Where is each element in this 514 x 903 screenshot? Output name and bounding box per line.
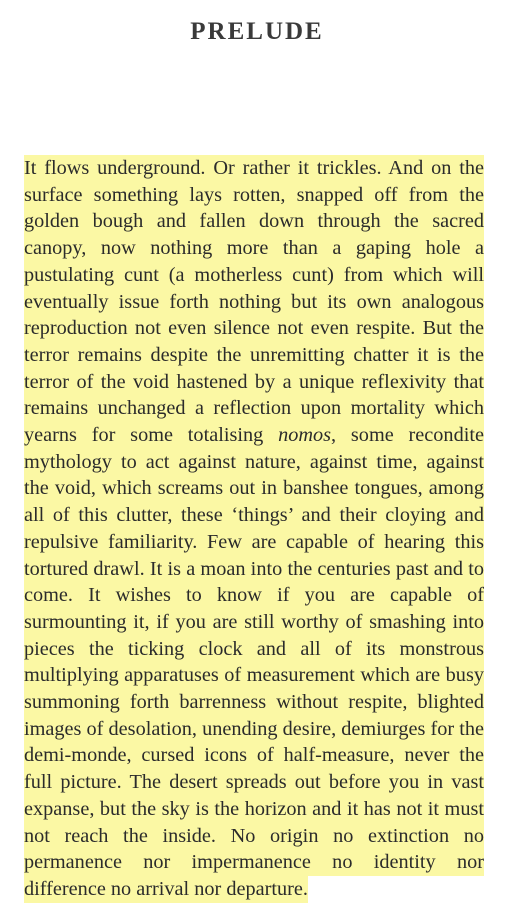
highlight-before: It flows underground. Or rather it trickles. And on the surface something lays rotten, snapped off from the golden bough and fallen down through the sacred canopy, now nothing more than a gaping hole a pustulating cunt (a motherless cunt) from which will eventually issue forth nothing but its own analogous reproduction not even silence not even respite. But the terror remains despite the unremitting chatter it is the terror of the void hastened by a unique reflexivity that remains unchanged a reflection upon mortality which yearns for some totalising <box>24 155 484 449</box>
highlight-after: , some recondite mythology to act against nature, against time, against the void, which screams out in banshee tongues, among all of this clutter, these ‘things’ and their cloying and repulsive familiarity. Few are capable of hearing this tortured drawl. It is a moan into the centuries past and to come. It wishes to know if you are capable of surmounting it, if you are still worthy of smashing into pieces the ticking clock and all of its monstrous multiplying apparatuses of measurement which are busy summoning forth barrenness without respite, blighted images of desolation, unending desire, demiurges for the demi-monde, cursed icons of half-measure, never the full picture. The desert spreads out before you in vast expanse, but the sky is the horizon and it has not it must not reach the inside. No origin no extinction no permanence nor impermanence no identity nor difference no arrival nor departure. <box>24 422 484 903</box>
italic-term: nomos <box>278 422 331 449</box>
page-title: PRELUDE <box>190 18 324 45</box>
highlighted-passage <box>24 155 484 903</box>
